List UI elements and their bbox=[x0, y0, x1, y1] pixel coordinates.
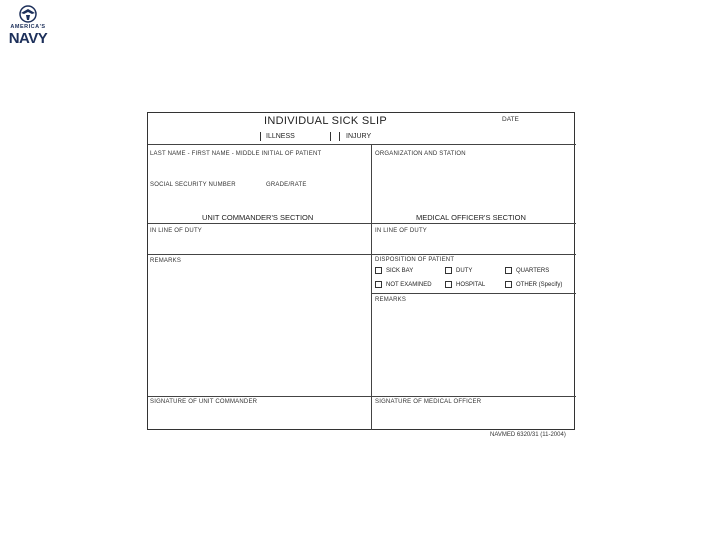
not-examined-label: NOT EXAMINED bbox=[386, 282, 432, 288]
medical-remarks-field[interactable]: REMARKS bbox=[375, 297, 407, 303]
form-title: INDIVIDUAL SICK SLIP bbox=[264, 115, 387, 127]
logo-word: NAVY bbox=[8, 30, 48, 47]
unit-commander-signature-field[interactable]: SIGNATURE OF UNIT COMMANDER bbox=[150, 399, 258, 405]
illness-box-bar bbox=[260, 132, 261, 141]
navy-logo bbox=[8, 4, 48, 50]
date-field-label: DATE bbox=[502, 116, 519, 123]
sick-slip-form bbox=[147, 112, 575, 430]
unit-remarks-field[interactable]: REMARKS bbox=[150, 258, 182, 264]
unit-line-of-duty-field[interactable]: IN LINE OF DUTY bbox=[150, 228, 203, 234]
logo-arc-text: AMERICA'S bbox=[10, 24, 46, 30]
other-checkbox[interactable] bbox=[505, 281, 512, 288]
ssn-field[interactable]: SOCIAL SECURITY NUMBER bbox=[150, 182, 236, 188]
duty-checkbox[interactable] bbox=[445, 267, 452, 274]
divider bbox=[148, 254, 576, 255]
medical-officer-signature-field[interactable]: SIGNATURE OF MEDICAL OFFICER bbox=[375, 399, 482, 405]
duty-label: DUTY bbox=[456, 268, 473, 274]
illness-option[interactable]: ILLNESS bbox=[266, 133, 295, 140]
unit-section-heading: UNIT COMMANDER'S SECTION bbox=[202, 213, 314, 222]
injury-box-bar-left bbox=[330, 132, 331, 141]
quarters-checkbox[interactable] bbox=[505, 267, 512, 274]
not-examined-checkbox[interactable] bbox=[375, 281, 382, 288]
other-label: OTHER (Specify) bbox=[516, 282, 563, 288]
medical-line-of-duty-field[interactable]: IN LINE OF DUTY bbox=[375, 228, 428, 234]
divider bbox=[148, 223, 576, 224]
hospital-label: HOSPITAL bbox=[456, 282, 486, 288]
hospital-checkbox[interactable] bbox=[445, 281, 452, 288]
sick-bay-label: SICK BAY bbox=[386, 268, 414, 274]
quarters-label: QUARTERS bbox=[516, 268, 550, 274]
injury-box-bar-right bbox=[339, 132, 340, 141]
medical-section-heading: MEDICAL OFFICER'S SECTION bbox=[416, 213, 526, 222]
disposition-label: DISPOSITION OF PATIENT bbox=[375, 257, 455, 263]
patient-name-field[interactable]: LAST NAME - FIRST NAME - MIDDLE INITIAL OF PATIENT bbox=[150, 151, 322, 157]
form-code: NAVMED 6320/31 (11-2004) bbox=[490, 432, 566, 438]
grade-field[interactable]: GRADE/RATE bbox=[266, 182, 307, 188]
organization-field[interactable]: ORGANIZATION AND STATION bbox=[375, 151, 466, 157]
divider bbox=[148, 396, 576, 397]
divider bbox=[371, 293, 576, 294]
sick-bay-checkbox[interactable] bbox=[375, 267, 382, 274]
eagle-emblem-icon bbox=[18, 4, 38, 24]
divider bbox=[148, 144, 576, 145]
column-divider bbox=[371, 144, 372, 430]
injury-option[interactable]: INJURY bbox=[346, 133, 372, 140]
